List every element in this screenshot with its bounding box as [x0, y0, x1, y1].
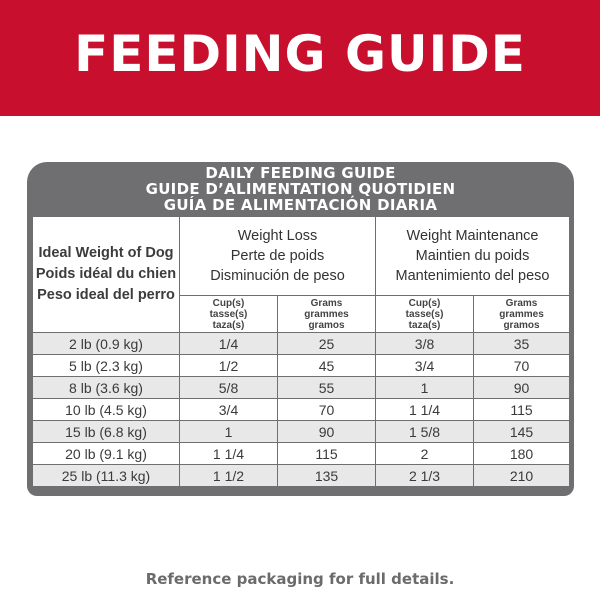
maint-grams-cell: 210	[474, 465, 570, 487]
maint-grams-cell: 90	[474, 377, 570, 399]
weight-column-header	[33, 217, 180, 333]
feeding-table	[32, 216, 570, 487]
title-banner	[0, 0, 600, 116]
weight-loss-en: Weight Loss	[237, 228, 318, 244]
weight-cell: 15 lb (6.8 kg)	[33, 421, 180, 443]
weight-cell: 2 lb (0.9 kg)	[33, 333, 180, 355]
unit-grams-fr: grammes	[499, 308, 544, 320]
weight-cell: 25 lb (11.3 kg)	[33, 465, 180, 487]
table-row	[33, 465, 570, 487]
weight-loss-header	[180, 217, 376, 296]
unit-cups-en: Cup(s)	[408, 297, 441, 309]
maint-cups-header	[376, 296, 474, 333]
guide-title-en: DAILY FEEDING GUIDE	[205, 164, 396, 182]
loss-grams-cell: 135	[278, 465, 376, 487]
weight-maint-es: Mantenimiento del peso	[395, 268, 550, 284]
maint-grams-cell: 180	[474, 443, 570, 465]
maint-cups-cell: 1	[376, 377, 474, 399]
loss-cups-cell: 1/2	[180, 355, 278, 377]
weight-header-es: Peso ideal del perro	[37, 287, 175, 303]
weight-maintenance-header	[376, 217, 570, 296]
unit-cups-en: Cup(s)	[212, 297, 245, 309]
weight-header-en: Ideal Weight of Dog	[38, 245, 174, 261]
weight-header-fr: Poids idéal du chien	[35, 266, 177, 282]
reference-footnote: Reference packaging for full details.	[145, 570, 455, 588]
maint-cups-cell: 3/8	[376, 333, 474, 355]
maint-cups-cell: 3/4	[376, 355, 474, 377]
unit-cups-es: taza(s)	[212, 319, 245, 331]
weight-maint-fr: Maintien du poids	[415, 248, 530, 264]
loss-grams-cell: 70	[278, 399, 376, 421]
table-row	[33, 333, 570, 355]
table-row	[33, 399, 570, 421]
weight-loss-es: Disminución de peso	[210, 268, 345, 284]
unit-grams-en: Grams	[505, 297, 538, 309]
loss-grams-header	[278, 296, 376, 333]
table-row	[33, 443, 570, 465]
loss-cups-header	[180, 296, 278, 333]
weight-maint-en: Weight Maintenance	[406, 228, 539, 244]
maint-grams-header	[474, 296, 570, 333]
guide-title-es: GUÍA DE ALIMENTACIÓN DIARIA	[163, 196, 438, 214]
feeding-guide-card	[27, 162, 574, 496]
loss-cups-cell: 1 1/4	[180, 443, 278, 465]
unit-cups-fr: tasse(s)	[405, 308, 444, 320]
weight-cell: 10 lb (4.5 kg)	[33, 399, 180, 421]
maint-grams-cell: 145	[474, 421, 570, 443]
unit-cups-fr: tasse(s)	[209, 308, 248, 320]
page-title: FEEDING GUIDE	[74, 25, 526, 83]
loss-cups-cell: 5/8	[180, 377, 278, 399]
table-row	[33, 355, 570, 377]
maint-grams-cell: 35	[474, 333, 570, 355]
loss-grams-cell: 45	[278, 355, 376, 377]
maint-cups-cell: 2 1/3	[376, 465, 474, 487]
loss-cups-cell: 1 1/2	[180, 465, 278, 487]
guide-title	[27, 165, 574, 213]
loss-cups-cell: 1	[180, 421, 278, 443]
weight-cell: 20 lb (9.1 kg)	[33, 443, 180, 465]
unit-grams-es: gramos	[503, 319, 540, 331]
table-row	[33, 377, 570, 399]
loss-grams-cell: 115	[278, 443, 376, 465]
loss-grams-cell: 90	[278, 421, 376, 443]
weight-cell: 8 lb (3.6 kg)	[33, 377, 180, 399]
weight-loss-fr: Perte de poids	[230, 248, 325, 264]
table-row	[33, 421, 570, 443]
maint-cups-cell: 1 5/8	[376, 421, 474, 443]
loss-cups-cell: 3/4	[180, 399, 278, 421]
maint-cups-cell: 1 1/4	[376, 399, 474, 421]
unit-grams-fr: grammes	[304, 308, 349, 320]
guide-title-fr: GUIDE D’ALIMENTATION QUOTIDIEN	[145, 180, 456, 198]
unit-grams-es: gramos	[308, 319, 345, 331]
unit-cups-es: taza(s)	[408, 319, 441, 331]
unit-grams-en: Grams	[310, 297, 343, 309]
loss-cups-cell: 1/4	[180, 333, 278, 355]
maint-grams-cell: 70	[474, 355, 570, 377]
maint-grams-cell: 115	[474, 399, 570, 421]
loss-grams-cell: 25	[278, 333, 376, 355]
weight-cell: 5 lb (2.3 kg)	[33, 355, 180, 377]
loss-grams-cell: 55	[278, 377, 376, 399]
maint-cups-cell: 2	[376, 443, 474, 465]
